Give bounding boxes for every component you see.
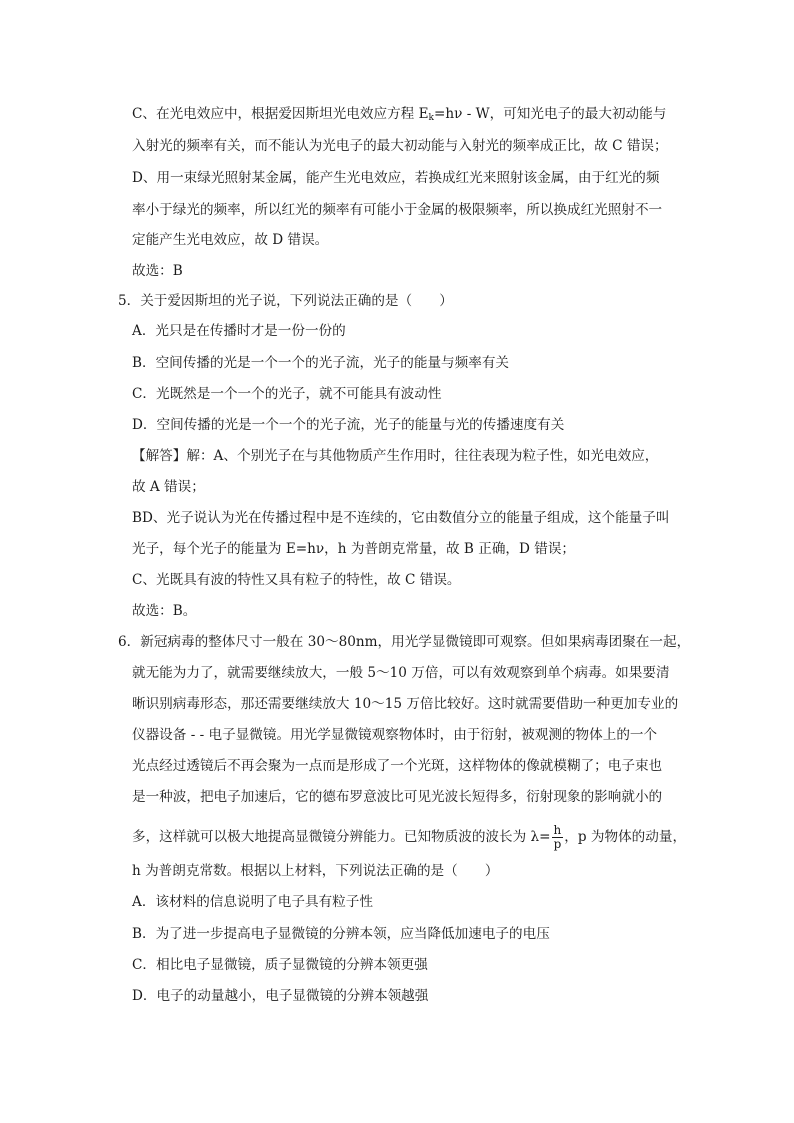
q5-option-d: D．空间传播的光是一个一个的光子流，光子的能量与光的传播速度有关 xyxy=(132,417,565,433)
q4-answer: 故选：B xyxy=(132,263,183,279)
q5-solution-line5: C、光既具有波的特性又具有粒子的特性，故 C 错误。 xyxy=(132,572,461,588)
q6-stem-line1: 6．新冠病毒的整体尺寸一般在 30～80nm，用光学显微镜即可观察。但如果病毒团聚在一起， xyxy=(118,634,691,650)
q6-stem-line8: h 为普朗克常数。根据以上材料，下列说法正确的是（ ） xyxy=(132,863,499,879)
q6-option-d: D．电子的动量越小，电子显微镜的分辨本领越强 xyxy=(132,988,429,1004)
q5-option-b: B．空间传播的光是一个一个的光子流，光子的能量与频率有关 xyxy=(132,355,510,371)
q6-stem-line5: 光点经过透镜后不再会聚为一点而是形成了一个光斑，这样物体的像就模糊了；电子束也 xyxy=(132,758,663,774)
q4-option-d-line1: D、用一束绿光照射某金属，能产生光电效应，若换成红光来照射该金属，由于红光的频 xyxy=(132,170,660,186)
q5-solution-line3: BD、光子说认为光在传播过程中是不连续的，它由数值分立的能量子组成，这个能量子叫 xyxy=(132,510,670,526)
q6-stem-line4: 仪器设备 - - 电子显微镜。用光学显微镜观察物体时，由于衍射，被观测的物体上的一个 xyxy=(132,727,658,743)
q6-stem-line6: 是一种波，把电子加速后，它的德布罗意波比可见光波长短得多，衍射现象的影响就小的 xyxy=(132,789,663,805)
q6-option-a: A．该材料的信息说明了电子具有粒子性 xyxy=(132,894,373,910)
q6-stem-line2: 就无能为力了，就需要继续放大，一般 5～10 万倍，可以有效观察到单个病毒。如果要清 xyxy=(132,665,670,681)
q5-option-a: A．光只是在传播时才是一份一份的 xyxy=(132,323,346,339)
q5-answer: 故选：B。 xyxy=(132,603,197,619)
q6-option-c: C．相比电子显微镜，质子显微镜的分辨本领更强 xyxy=(132,957,428,973)
q5-solution-line2: 故 A 错误； xyxy=(132,479,205,495)
q4-option-c-line1: C、在光电效应中，根据爱因斯坦光电效应方程 $E_k=h\nu - W$，可知光电子的最大初动能与 xyxy=(132,106,667,123)
q4-option-c-line2: 入射光的频率有关，而不能认为光电子的最大初动能与入射光的频率成正比，故 C 错误； xyxy=(132,138,668,154)
q4-option-d-line3: 定能产生光电效应，故 D 错误。 xyxy=(132,232,329,248)
q5-option-c: C．光既然是一个一个的光子，就不可能具有波动性 xyxy=(132,386,442,402)
q6-option-b: B．为了进一步提高电子显微镜的分辨本领，应当降低加速电子的电压 xyxy=(132,926,550,942)
q4-option-d-line2: 率小于绿光的频率，所以红光的频率有可能小于金属的极限频率，所以换成红光照射不一 xyxy=(132,202,663,218)
q5-stem: 5．关于爱因斯坦的光子说，下列说法正确的是（ ） xyxy=(118,293,453,309)
q6-stem-formula-line: 多，这样就可以极大地提高显微镜分辨能力。已知物质波的波长为 λ= $\frac{h}{p}$ ，p 为物体的动量， xyxy=(132,823,687,851)
q5-solution-line4: 光子，每个光子的能量为 E=hν，h 为普朗克常量，故 B 正确，D 错误； xyxy=(132,541,576,557)
q6-stem-line3: 晰识别病毒形态，那还需要继续放大 10～15 万倍比较好。这时就需要借助一种更加专业的 xyxy=(132,696,679,712)
q5-solution-line1: 【解答】解：A、个别光子在与其他物质产生作用时，往往表现为粒子性，如光电效应， xyxy=(132,448,659,464)
wavelength-fraction: $\frac{h}{p}$ xyxy=(553,823,562,851)
